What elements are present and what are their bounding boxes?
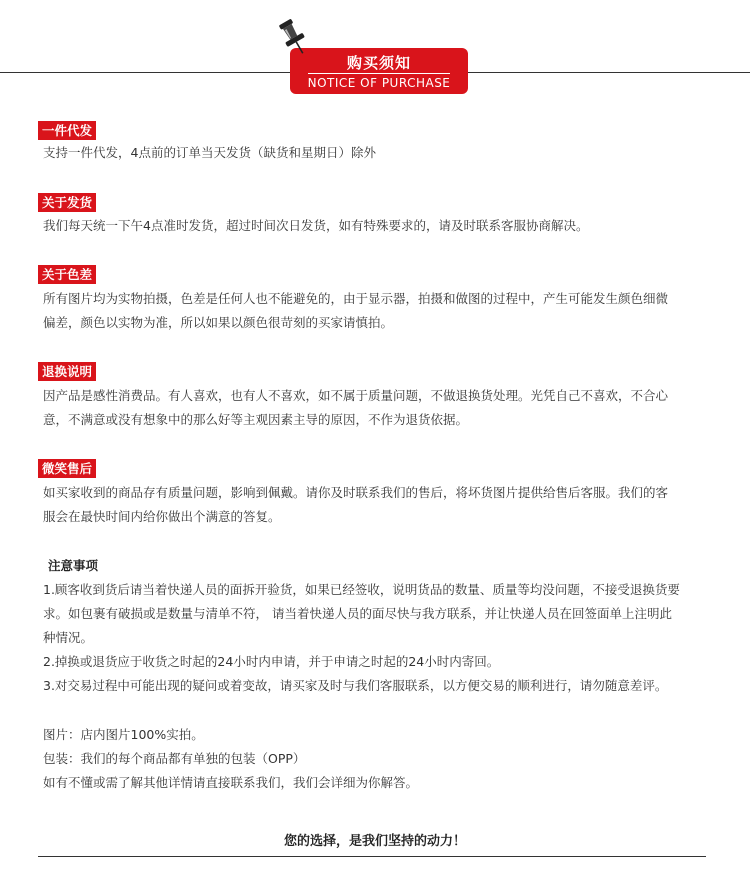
footer-rule (38, 856, 706, 857)
note-line: 求。如包裹有破损或是数量与清单不符， 请当着快递人员的面尽快与我方联系，并让快递人员在回签面单上注明此 (43, 606, 672, 621)
section-dropshipping-text (43, 141, 750, 165)
text-line: 支持一件代发，4点前的订单当天发货（缺货和星期日）除外 (43, 145, 376, 160)
tag-dropshipping: 一件代发 (38, 121, 96, 140)
tag-color-difference: 关于色差 (38, 265, 96, 284)
extras-list (43, 723, 750, 795)
text-line: 意，不满意或没有想象中的那么好等主观因素主导的原因，不作为退货依据。 (43, 412, 469, 427)
note-line: 2.掉换或退货应于收货之时起的24小时内申请，并于申请之时起的24小时内寄回。 (43, 654, 500, 669)
banner-divider (308, 73, 450, 74)
banner-title-en: NOTICE OF PURCHASE (307, 76, 451, 90)
tag-shipping: 关于发货 (38, 193, 96, 212)
section-shipping-text (43, 214, 750, 238)
tag-after-sales: 微笑售后 (38, 459, 96, 478)
section-color-text (43, 287, 750, 335)
text-line: 如买家收到的商品存有质量问题，影响到佩戴。请你及时联系我们的售后，将坏货图片提供给售后客服。我们的客 (43, 485, 669, 500)
note-line: 种情况。 (43, 630, 94, 645)
header-rule-right (468, 72, 750, 73)
notes-title: 注意事项 (48, 558, 99, 573)
extra-line: 图片：店内图片100%实拍。 (43, 727, 204, 742)
section-after-sales-text (43, 481, 750, 529)
banner-title-cn: 购买须知 (346, 54, 411, 72)
pushpin-icon (276, 14, 320, 68)
extra-line: 包装：我们的每个商品都有单独的包装（OPP） (43, 751, 306, 766)
tag-return-policy: 退换说明 (38, 362, 96, 381)
text-line: 偏差，颜色以实物为准，所以如果以颜色很苛刻的买家请慎拍。 (43, 315, 394, 330)
text-line: 我们每天统一下午4点准时发货，超过时间次日发货，如有特殊要求的，请及时联系客服协商解决。 (43, 218, 589, 233)
extra-line: 如有不懂或需了解其他详情请直接联系我们，我们会详细为你解答。 (43, 775, 419, 790)
text-line: 所有图片均为实物拍摄，色差是任何人也不能避免的，由于显示器，拍摄和做图的过程中，产生可能发生颜色细微 (43, 291, 669, 306)
note-line: 3.对交易过程中可能出现的疑问或着变故，请买家及时与我们客服联系，以方便交易的顺利进行，请勿随意差评。 (43, 678, 668, 693)
note-line: 1.顾客收到货后请当着快递人员的面拆开验货，如果已经签收，说明货品的数量、质量等均没问题，不接受退换货要 (43, 582, 680, 597)
header-rule-left (0, 72, 290, 73)
footer-slogan: 您的选择，是我们坚持的动力！ (283, 834, 466, 849)
section-return-text (43, 384, 750, 432)
notes-list (43, 578, 750, 698)
text-line: 服会在最快时间内给你做出个满意的答复。 (43, 509, 281, 524)
text-line: 因产品是感性消费品。有人喜欢，也有人不喜欢，如不属于质量问题，不做退换货处理。光凭自己不喜欢，不合心 (43, 388, 669, 403)
